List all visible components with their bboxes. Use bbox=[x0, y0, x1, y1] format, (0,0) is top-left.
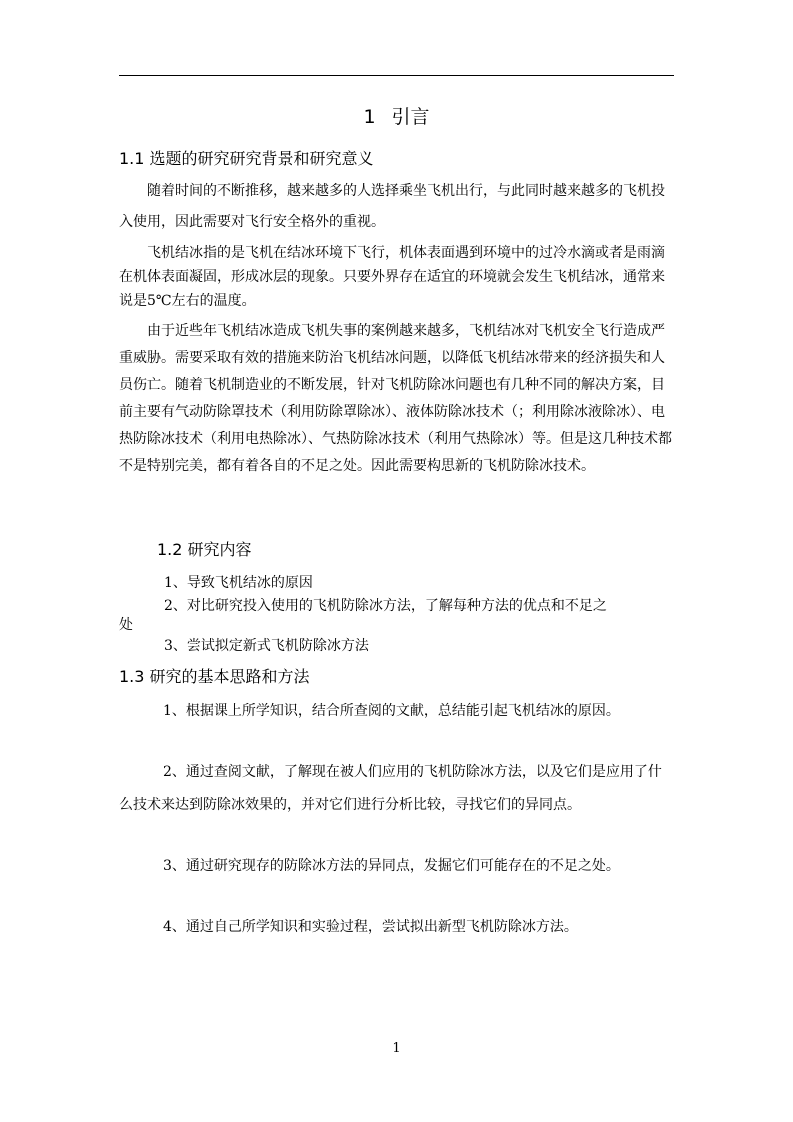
list-item: 1、导致飞机结冰的原因 bbox=[164, 575, 313, 591]
page-number: 1 bbox=[392, 1041, 401, 1056]
paragraph bbox=[119, 318, 674, 480]
paragraph bbox=[119, 756, 674, 822]
list-item-continuation: 处 bbox=[119, 617, 133, 633]
chapter-title-text: 引言 bbox=[391, 106, 430, 128]
chapter-number: 1 bbox=[363, 106, 376, 128]
paragraph bbox=[119, 850, 674, 883]
paragraph bbox=[119, 176, 674, 238]
paragraph bbox=[119, 911, 674, 944]
paragraph-text: 4、通过自己所学知识和实验过程，尝试拟出新型飞机防除冰方法。 bbox=[163, 919, 578, 935]
paragraph bbox=[119, 695, 674, 728]
header-rule bbox=[119, 75, 674, 76]
section-heading-1-3: 1.3 研究的基本思路和方法 bbox=[119, 667, 310, 686]
list-item: 2、对比研究投入使用的飞机防除冰方法，了解每种方法的优点和不足之 bbox=[164, 598, 607, 614]
paragraph-text: 3、通过研究现存的防除冰方法的异同点，发掘它们可能存在的不足之处。 bbox=[163, 858, 620, 874]
paragraph-text: 1、根据课上所学知识，结合所查阅的文献，总结能引起飞机结冰的原因。 bbox=[163, 703, 620, 719]
chapter-title bbox=[119, 104, 674, 130]
section-heading-1-1: 1.1 选题的研究研究背景和研究意义 bbox=[119, 149, 374, 168]
paragraph bbox=[119, 241, 674, 313]
paragraph-text: 2、通过查阅文献，了解现在被人们应用的飞机防除冰方法，以及它们是应用了什么技术来达到防除冰效果的，并对它们进行分析比较，寻找它们的异同点。 bbox=[119, 764, 662, 813]
section-heading-1-2: 1.2 研究内容 bbox=[157, 540, 252, 559]
paragraph-text: 随着时间的不断推移，越来越多的人选择乘坐飞机出行，与此同时越来越多的飞机投入使用，因此需要对飞行安全格外的重视。 bbox=[119, 183, 665, 230]
list-item: 3、尝试拟定新式飞机防除冰方法 bbox=[164, 638, 369, 654]
paragraph-text: 由于近些年飞机结冰造成飞机失事的案例越来越多，飞机结冰对飞机安全飞行造成严重威胁。需要采取有效的措施来防治飞机结冰问题，以降低飞机结冰带来的经济损失和人员伤亡。随着飞机制造业的不断发展，针对飞机防除冰问题也有几种不同的解决方案，目前主要有气动防除罩技术（利用防除罩除冰）、液体防除冰技术（；利用除冰液除冰）、电热防除冰技术（利用电热除冰）、气热防除冰技术（利用气热除冰）等。但是这几种技术都不是特别完美，都有着各自的不足之处。因此需要构思新的飞机防除冰技术。 bbox=[119, 323, 672, 474]
paragraph-text: 飞机结冰指的是飞机在结冰环境下飞行，机体表面遇到环境中的过冷水滴或者是雨滴在机体表面凝固，形成冰层的现象。只要外界存在适宜的环境就会发生飞机结冰，通常来说是5℃左右的温度。 bbox=[119, 245, 665, 309]
